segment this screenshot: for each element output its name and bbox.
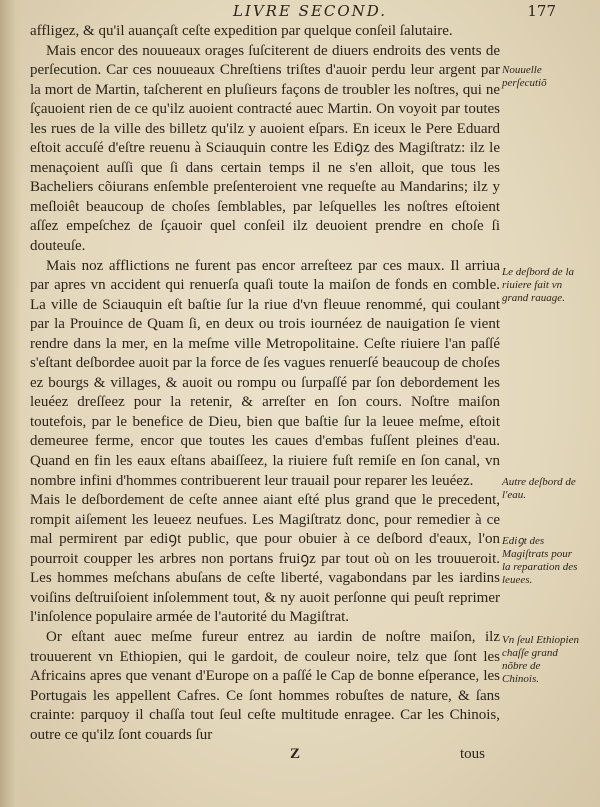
marginal-note-edict: Ediꝯt des Magiſtrats pour la reparation des leuees.	[502, 535, 578, 586]
paragraph-4: Mais le deſbordement de ceſte annee aiant eſté plus grand que le precedent, rompit aiſement les leueez neufues. Les Magiſtratz donc, pour remedier à ce mal permirent par ediꝯt public, que pour obuier à ce deſbord d'eaux, l'on pourroit coupper les arbres non portans fruiꝯz par tout où on les trouueroit. Les hommes meſchans abuſans de ceſte liberté, vagabondans par les iardins voiſins deſtruiſoient inſolemment tout, & ny auoit perſonne qui peuſt reprimer l'inſolence populaire armée de l'autorité du Magiſtrat.	[30, 492, 500, 626]
paragraph-1: affligez, & qu'il auançaſt ceſte expedition par quelque conſeil ſalutaire.	[30, 23, 453, 39]
paragraph-2: Mais encor des nouueaux orages ſuſciterent de diuers endroits des vents de perſecution. Car ces nouueaux Chreſtiens triſtes d'auoir perdu leur argent par la mort de Martin, taſcherent en pluſieurs façons de troubler les noſtres, qui ne ſçauoient rien de ce qu'ilz auoient contracté auec Martin. On voyoit par toutes les rues de la ville des billetz qu'ilz y auoient eſpars. En iceux le Pere Eduard eſtoit accuſé d'eſtre reuenu à Sciauquin contre les Ediꝯz des Magiſtratz: ilz le menaçoient auſſi que ſi dans certain temps il ne s'en alloit, que tous les Bacheliers cõiurans enſemble preſenteroient vne requeſte au Mandarins; ilz y meſloiêt beaucoup de choſes ſemblables, par leſquelles les noſtres eſtoient aſſez empeſchez de ſçauoir quel conſeil ilz deuoient prendre en choſe ſi douteuſe.	[30, 42, 500, 255]
marginal-note-ethiopian: Vn ſeul Ethiopien chaſſe grand nõbre de Chinois.	[502, 634, 579, 685]
marginal-note-persecution: Nouuelle perſecutiõ	[502, 64, 547, 89]
paragraph-5: Or eſtant auec meſme fureur entrez au iardin de noſtre maiſon, ilz trouuerent vn Ethiopien, qui le gardoit, de couleur noire, telz que ſont les Africains apres que venant d'Europe on a paſſé le Cap de bonne eſperance, les Portugais les appellent Cafres. Ce ſont hommes robuſtes de nature, & ſans crainte: parquoy il chaſſa tout ſeul ceſte multitude enragee. Car les Chinois, outre ce qu'ilz ſont couards ſur	[30, 628, 500, 743]
page-number: 177	[527, 2, 556, 20]
signature-mark: Z	[290, 746, 301, 762]
page-footer	[0, 746, 600, 768]
running-title: LIVRE SECOND.	[232, 2, 388, 20]
main-text-column	[30, 22, 500, 745]
marginal-note-flood: Le deſbord de la riuiere fait vn grand rauage.	[502, 266, 574, 304]
marginal-note-second-flood: Autre deſbord de l'eau.	[502, 476, 576, 501]
page-gutter-shadow	[0, 0, 22, 807]
catchword: tous	[460, 746, 486, 762]
paragraph-3: Mais noz afflictions ne furent pas encor arreſteez par ces maux. Il arriua par apres vn accident qui renuerſa quaſi toute la maiſon de fonds en comble. La ville de Sciauquin eſt baſtie ſur la riue d'vn fleuue renommé, qui coulant par la Prouince de Quam ſi, en deux ou trois iournéez de nauigation ſe vient rendre dans la mer, en la meſme ville Metropolitaine. Ceſte riuiere l'an paſſé s'eſtant deſbordee auoit par la force de ſes vagues renuerſé beaucoup de choſes ez bourgs & villages, & auoit ou rompu ou ſurpaſſé par ſon debordement les leuéez dreſſeez pour la retenir, & arreſter en ſon cours. Noſtre maiſon toutefois, par le benefice de Dieu, bien que baſtie ſur la leuee meſme, eſtoit demeuree ferme, encor que toutes les caues d'embas fuſſent pleines d'eau. Quand en fin les eaux eſtans abaiſſeez, la riuiere fuſt remiſe en ſon canal, vn nombre infini d'hommes contribuerent leur trauail pour reparer les leuéez.	[30, 257, 500, 489]
